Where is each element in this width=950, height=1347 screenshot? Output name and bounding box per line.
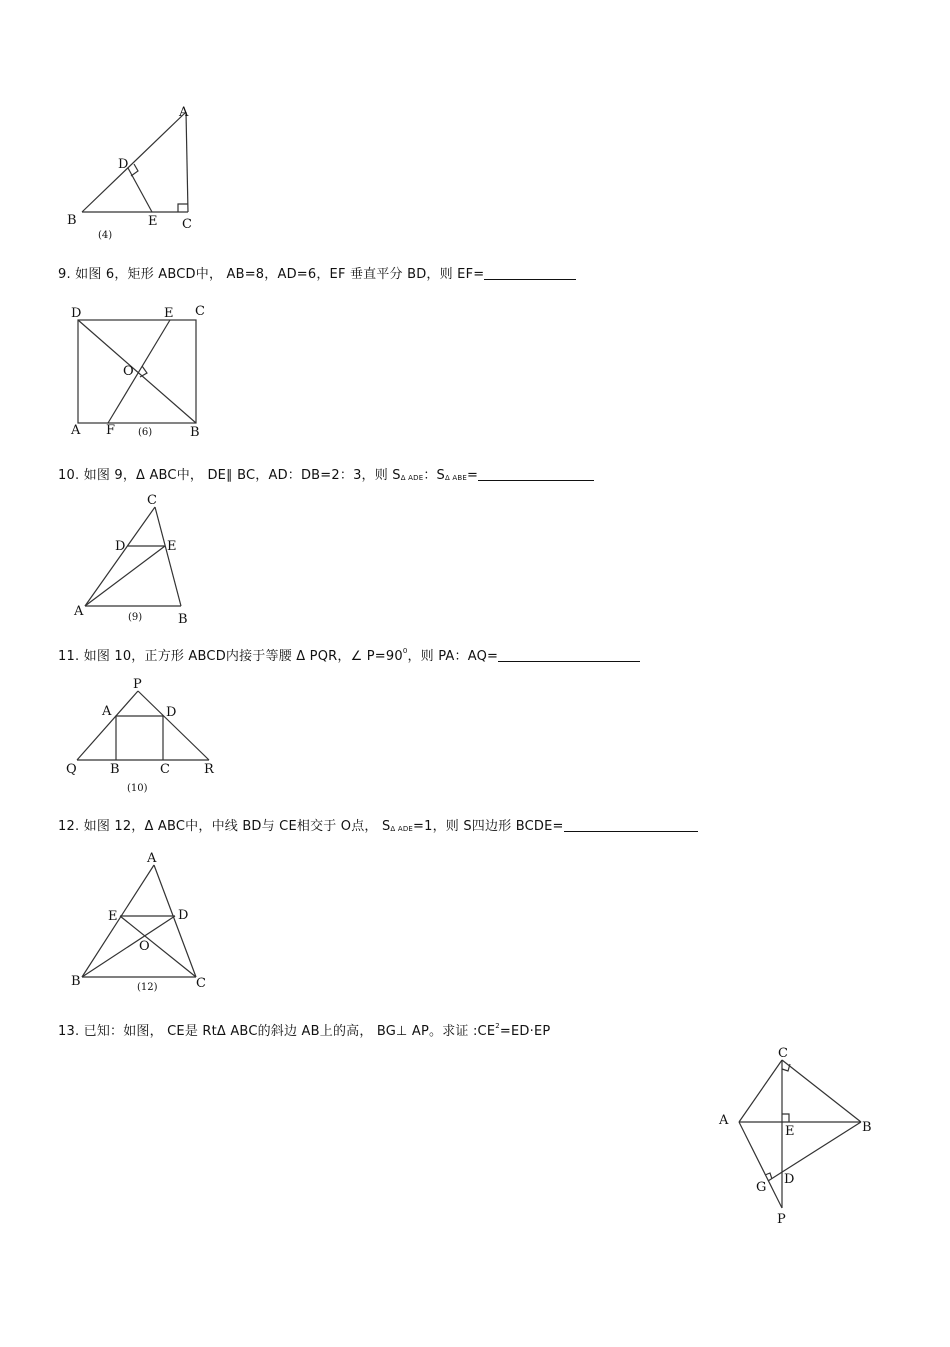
label-D: D (178, 908, 189, 923)
label-O: O (123, 364, 134, 379)
label-D: D (71, 306, 82, 321)
label-D: D (115, 539, 126, 554)
label-P: P (133, 677, 142, 692)
subscript: Δ ADE (390, 825, 414, 833)
label-E: E (785, 1124, 795, 1139)
question-number: 12. (58, 819, 80, 834)
label-R: R (204, 762, 214, 777)
question-text: 如图 12，Δ ABC中，中线 BD与 CE相交于 O点， S (83, 819, 391, 834)
label-C: C (196, 976, 206, 991)
figure-4 (60, 100, 210, 245)
label-E: E (108, 909, 118, 924)
figure-9 (60, 490, 210, 630)
question-text-mid: ：S (423, 468, 446, 483)
question-text-end: = (467, 468, 479, 483)
superscript: 0 (402, 647, 408, 655)
answer-blank[interactable] (484, 265, 576, 280)
figure-caption: (9) (128, 612, 143, 623)
label-D: D (784, 1172, 795, 1187)
figure-12 (60, 848, 220, 998)
label-C: C (778, 1046, 788, 1061)
figure-10 (60, 672, 230, 802)
subscript: Δ ABE (445, 474, 468, 482)
label-A: A (179, 105, 189, 120)
label-C: C (147, 493, 157, 508)
label-B: B (110, 762, 120, 777)
label-C: C (160, 762, 170, 777)
label-D: D (118, 157, 129, 172)
question-text: 如图 10，正方形 ABCD内接于等腰 Δ PQR，∠ P=90 (83, 649, 403, 664)
label-A: A (71, 423, 81, 438)
label-A: A (147, 851, 157, 866)
label-A: A (719, 1113, 729, 1128)
figure-6 (60, 300, 220, 440)
question-13 (58, 1017, 550, 1041)
question-text: 如图 9，Δ ABC中， DE∥ BC，AD：DB=2：3，则 S (83, 468, 401, 483)
figure-caption: (6) (138, 427, 153, 438)
figure-caption: (12) (137, 982, 158, 993)
label-D: D (166, 705, 177, 720)
label-P: P (777, 1212, 786, 1227)
label-A: A (74, 604, 84, 619)
question-text: 已知：如图， CE是 RtΔ ABC的斜边 AB上的高， BG⊥ AP。求证 :CE (83, 1024, 496, 1039)
question-text-end: ，则 PA：AQ= (407, 649, 499, 664)
label-E: E (148, 214, 158, 229)
question-11 (58, 642, 640, 666)
label-Q: Q (66, 762, 77, 777)
label-C: C (182, 217, 192, 232)
answer-blank[interactable] (478, 466, 594, 481)
label-B: B (178, 612, 188, 627)
label-B: B (190, 425, 200, 440)
label-E: E (167, 539, 177, 554)
answer-blank[interactable] (564, 817, 698, 832)
question-text-end: =ED·EP (499, 1024, 551, 1039)
question-number: 10. (58, 468, 80, 483)
label-G: G (756, 1180, 767, 1195)
question-text: 如图 6，矩形 ABCD中， AB=8，AD=6，EF 垂直平分 BD，则 EF= (75, 267, 485, 282)
label-F: F (106, 423, 116, 438)
figure-caption: (4) (98, 230, 113, 241)
answer-blank[interactable] (498, 647, 640, 662)
label-B: B (862, 1120, 872, 1135)
question-12 (58, 817, 698, 838)
question-number: 11. (58, 649, 80, 664)
subscript: Δ ADE (400, 474, 424, 482)
label-A: A (102, 704, 112, 719)
superscript: 2 (495, 1022, 500, 1030)
figure-caption: (10) (127, 783, 148, 794)
label-O: O (139, 939, 150, 954)
question-10 (58, 466, 594, 487)
question-9 (58, 265, 576, 284)
label-B: B (67, 213, 77, 228)
question-number: 13. (58, 1024, 80, 1039)
label-E: E (164, 306, 174, 321)
figure-13 (710, 1040, 890, 1230)
label-B: B (71, 974, 81, 989)
question-text-end: =1，则 S四边形 BCDE= (413, 819, 564, 834)
question-number: 9. (58, 267, 71, 282)
label-C: C (195, 304, 205, 319)
